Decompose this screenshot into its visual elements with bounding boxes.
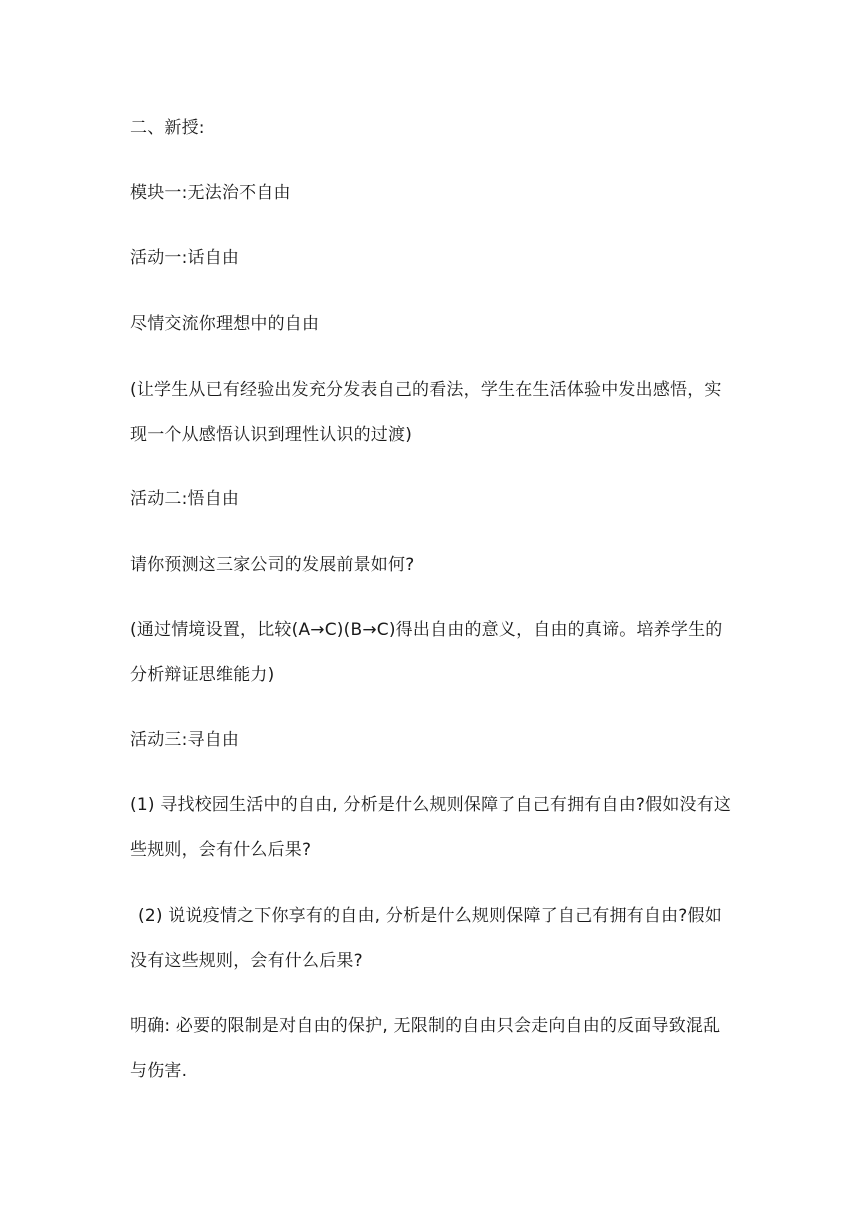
activity-3-item-1-line-1: (1) 寻找校园生活中的自由, 分析是什么规则保障了自己有拥有自由?假如没有这 <box>130 795 732 815</box>
conclusion-line-1: 明确: 必要的限制是对自由的保护, 无限制的自由只会走向自由的反面导致混乱 <box>130 1016 721 1036</box>
activity-3-title: 活动三:寻自由 <box>130 730 240 750</box>
activity-2-note-line-2: 分析辩证思维能力) <box>130 665 275 685</box>
module-title: 模块一:无法治不自由 <box>130 183 291 203</box>
activity-1-note-line-2: 现一个从感悟认识到理性认识的过渡) <box>130 425 413 445</box>
activity-1-prompt: 尽情交流你理想中的自由 <box>130 314 320 334</box>
activity-1-note-line-1: (让学生从已有经验出发充分发表自己的看法，学生在生活体验中发出感悟，实 <box>130 380 722 400</box>
activity-3-item-2-line-1: (2) 说说疫情之下你享有的自由, 分析是什么规则保障了自己有拥有自由?假如 <box>138 906 722 926</box>
activity-1-title: 活动一:话自由 <box>130 248 240 268</box>
activity-2-title: 活动二:悟自由 <box>130 489 240 509</box>
activity-2-note-line-1: (通过情境设置，比较(A→C)(B→C)得出自由的意义，自由的真谛。培养学生的 <box>130 620 723 640</box>
activity-2-prompt: 请你预测这三家公司的发展前景如何? <box>130 555 415 575</box>
conclusion-line-2: 与伤害. <box>130 1061 188 1081</box>
activity-3-item-2-line-2: 没有这些规则，会有什么后果? <box>130 951 363 971</box>
section-heading: 二、新授: <box>130 118 205 138</box>
activity-3-item-1-line-2: 些规则，会有什么后果? <box>130 840 312 860</box>
